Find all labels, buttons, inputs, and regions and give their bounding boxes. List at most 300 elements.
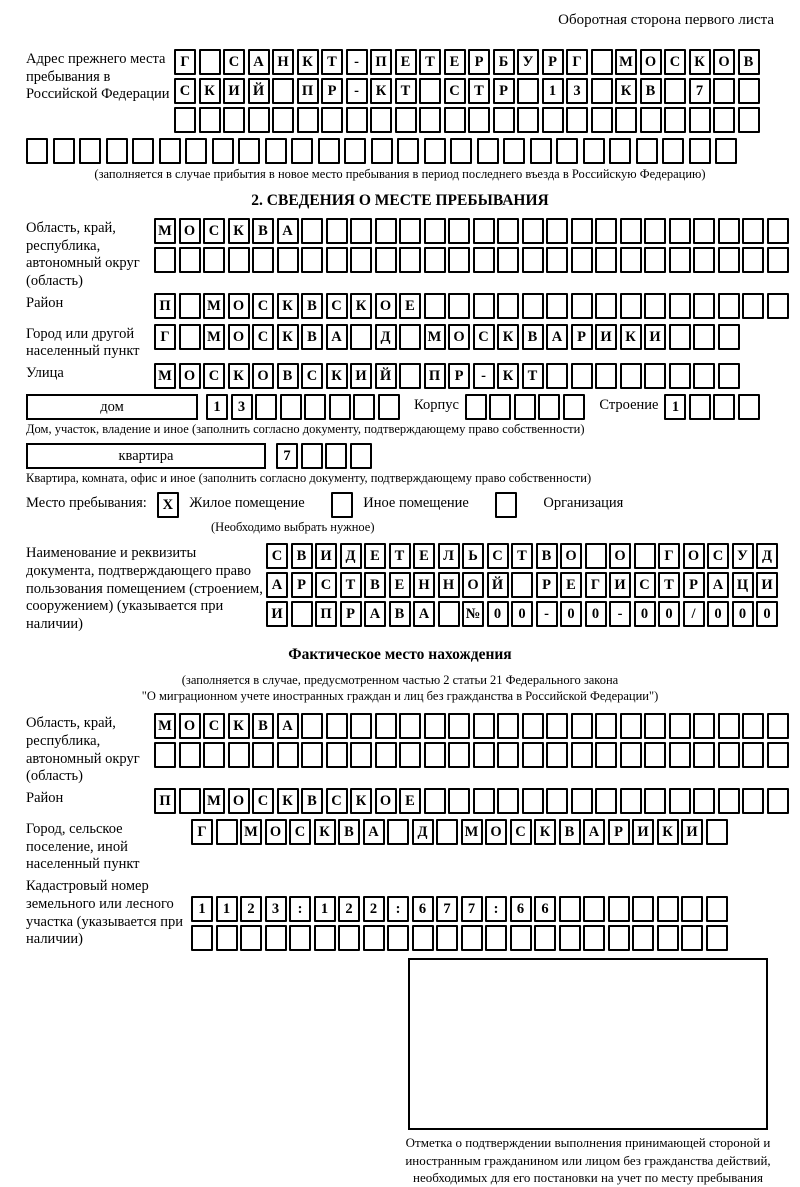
char-box[interactable]: А bbox=[413, 601, 435, 627]
char-box[interactable]: М bbox=[203, 293, 225, 319]
char-box[interactable]: С bbox=[315, 572, 337, 598]
char-box[interactable]: М bbox=[461, 819, 483, 845]
char-box[interactable]: Т bbox=[395, 78, 417, 104]
char-box[interactable]: 0 bbox=[585, 601, 607, 627]
char-box[interactable] bbox=[595, 788, 617, 814]
char-box[interactable] bbox=[640, 107, 662, 133]
char-box[interactable]: К bbox=[228, 713, 250, 739]
char-box[interactable] bbox=[375, 247, 397, 273]
char-box[interactable] bbox=[662, 138, 684, 164]
char-box[interactable] bbox=[669, 218, 691, 244]
char-box[interactable] bbox=[424, 788, 446, 814]
char-box[interactable] bbox=[346, 107, 368, 133]
char-box[interactable] bbox=[497, 742, 519, 768]
char-box[interactable]: А bbox=[326, 324, 348, 350]
char-box[interactable] bbox=[693, 218, 715, 244]
char-box[interactable] bbox=[522, 218, 544, 244]
char-box[interactable]: К bbox=[228, 363, 250, 389]
char-box[interactable] bbox=[154, 742, 176, 768]
char-box[interactable] bbox=[461, 925, 483, 951]
char-box[interactable] bbox=[546, 713, 568, 739]
checkbox-organization[interactable] bbox=[495, 492, 517, 518]
char-box[interactable] bbox=[546, 247, 568, 273]
char-box[interactable]: В bbox=[338, 819, 360, 845]
char-box[interactable] bbox=[212, 138, 234, 164]
char-box[interactable]: Р bbox=[340, 601, 362, 627]
char-box[interactable] bbox=[522, 713, 544, 739]
char-box[interactable] bbox=[277, 742, 299, 768]
char-box[interactable] bbox=[185, 138, 207, 164]
char-box[interactable]: Ц bbox=[732, 572, 754, 598]
checkbox-residential[interactable]: X bbox=[157, 492, 179, 518]
char-box[interactable] bbox=[473, 247, 495, 273]
char-box[interactable] bbox=[473, 788, 495, 814]
char-box[interactable] bbox=[179, 247, 201, 273]
char-box[interactable]: О bbox=[485, 819, 507, 845]
char-box[interactable]: С bbox=[252, 324, 274, 350]
char-box[interactable] bbox=[693, 742, 715, 768]
char-box[interactable] bbox=[620, 247, 642, 273]
char-box[interactable]: Н bbox=[272, 49, 294, 75]
char-box[interactable] bbox=[350, 324, 372, 350]
char-box[interactable] bbox=[546, 293, 568, 319]
char-box[interactable] bbox=[448, 788, 470, 814]
char-box[interactable]: 2 bbox=[363, 896, 385, 922]
char-box[interactable]: С bbox=[707, 543, 729, 569]
char-box[interactable] bbox=[291, 601, 313, 627]
char-box[interactable]: : bbox=[387, 896, 409, 922]
char-box[interactable] bbox=[338, 925, 360, 951]
char-box[interactable] bbox=[546, 742, 568, 768]
char-box[interactable]: Т bbox=[658, 572, 680, 598]
char-box[interactable] bbox=[448, 218, 470, 244]
char-box[interactable] bbox=[644, 742, 666, 768]
char-box[interactable]: Г bbox=[174, 49, 196, 75]
char-box[interactable] bbox=[538, 394, 560, 420]
char-box[interactable]: В bbox=[277, 363, 299, 389]
char-box[interactable] bbox=[644, 247, 666, 273]
char-box[interactable]: К bbox=[326, 363, 348, 389]
char-box[interactable]: Р bbox=[468, 49, 490, 75]
char-box[interactable]: 0 bbox=[634, 601, 656, 627]
char-box[interactable] bbox=[595, 247, 617, 273]
char-box[interactable] bbox=[419, 78, 441, 104]
char-box[interactable]: С bbox=[289, 819, 311, 845]
char-box[interactable]: С bbox=[203, 363, 225, 389]
char-box[interactable]: Й bbox=[487, 572, 509, 598]
char-box[interactable] bbox=[248, 107, 270, 133]
char-box[interactable] bbox=[718, 713, 740, 739]
char-box[interactable] bbox=[154, 247, 176, 273]
char-box[interactable]: И bbox=[223, 78, 245, 104]
char-box[interactable]: Г bbox=[154, 324, 176, 350]
char-box[interactable] bbox=[693, 247, 715, 273]
char-box[interactable]: Г bbox=[585, 572, 607, 598]
char-box[interactable]: Е bbox=[399, 788, 421, 814]
char-box[interactable]: В bbox=[559, 819, 581, 845]
char-box[interactable] bbox=[669, 363, 691, 389]
char-box[interactable]: Т bbox=[389, 543, 411, 569]
char-box[interactable] bbox=[489, 394, 511, 420]
char-box[interactable]: П bbox=[370, 49, 392, 75]
char-box[interactable]: 0 bbox=[707, 601, 729, 627]
char-box[interactable]: Р bbox=[683, 572, 705, 598]
char-box[interactable]: 3 bbox=[265, 896, 287, 922]
char-box[interactable] bbox=[718, 363, 740, 389]
char-box[interactable] bbox=[530, 138, 552, 164]
char-box[interactable] bbox=[669, 247, 691, 273]
char-box[interactable] bbox=[438, 601, 460, 627]
char-box[interactable]: 7 bbox=[276, 443, 298, 469]
char-box[interactable] bbox=[497, 713, 519, 739]
char-box[interactable] bbox=[571, 742, 593, 768]
char-box[interactable]: 1 bbox=[191, 896, 213, 922]
char-box[interactable] bbox=[301, 218, 323, 244]
char-box[interactable]: 2 bbox=[338, 896, 360, 922]
char-box[interactable] bbox=[444, 107, 466, 133]
char-box[interactable]: Т bbox=[340, 572, 362, 598]
char-box[interactable]: : bbox=[289, 896, 311, 922]
char-box[interactable] bbox=[571, 788, 593, 814]
char-box[interactable]: П bbox=[154, 293, 176, 319]
char-box[interactable] bbox=[742, 788, 764, 814]
stamp-box[interactable] bbox=[408, 958, 768, 1130]
char-box[interactable] bbox=[159, 138, 181, 164]
char-box[interactable] bbox=[199, 49, 221, 75]
char-box[interactable]: Т bbox=[511, 543, 533, 569]
char-box[interactable]: К bbox=[370, 78, 392, 104]
char-box[interactable]: Р bbox=[493, 78, 515, 104]
char-box[interactable]: О bbox=[375, 788, 397, 814]
char-box[interactable] bbox=[595, 218, 617, 244]
char-box[interactable]: Е bbox=[399, 293, 421, 319]
char-box[interactable] bbox=[693, 363, 715, 389]
char-box[interactable]: Р bbox=[536, 572, 558, 598]
char-box[interactable] bbox=[517, 78, 539, 104]
char-box[interactable] bbox=[363, 925, 385, 951]
char-box[interactable]: С bbox=[634, 572, 656, 598]
char-box[interactable]: Т bbox=[468, 78, 490, 104]
char-box[interactable]: 0 bbox=[756, 601, 778, 627]
char-box[interactable] bbox=[608, 896, 630, 922]
char-box[interactable] bbox=[620, 363, 642, 389]
char-box[interactable] bbox=[546, 363, 568, 389]
char-box[interactable]: 0 bbox=[560, 601, 582, 627]
char-box[interactable]: О bbox=[462, 572, 484, 598]
char-box[interactable] bbox=[644, 218, 666, 244]
char-box[interactable] bbox=[657, 925, 679, 951]
char-box[interactable]: 0 bbox=[511, 601, 533, 627]
char-box[interactable] bbox=[252, 742, 274, 768]
char-box[interactable]: К bbox=[497, 363, 519, 389]
char-box[interactable]: К bbox=[657, 819, 679, 845]
char-box[interactable] bbox=[742, 742, 764, 768]
char-box[interactable]: В bbox=[389, 601, 411, 627]
char-box[interactable]: 0 bbox=[487, 601, 509, 627]
char-box[interactable]: А bbox=[266, 572, 288, 598]
char-box[interactable]: О bbox=[375, 293, 397, 319]
apartment-type-box[interactable]: квартира bbox=[26, 443, 266, 469]
char-box[interactable]: 1 bbox=[216, 896, 238, 922]
char-box[interactable]: С bbox=[487, 543, 509, 569]
char-box[interactable]: 7 bbox=[689, 78, 711, 104]
char-box[interactable] bbox=[419, 107, 441, 133]
char-box[interactable] bbox=[106, 138, 128, 164]
char-box[interactable] bbox=[424, 138, 446, 164]
char-box[interactable] bbox=[277, 247, 299, 273]
char-box[interactable]: В bbox=[291, 543, 313, 569]
char-box[interactable] bbox=[301, 443, 323, 469]
char-box[interactable]: К bbox=[534, 819, 556, 845]
char-box[interactable]: К bbox=[199, 78, 221, 104]
char-box[interactable] bbox=[522, 742, 544, 768]
char-box[interactable]: А bbox=[248, 49, 270, 75]
char-box[interactable] bbox=[424, 742, 446, 768]
char-box[interactable] bbox=[571, 363, 593, 389]
char-box[interactable]: 1 bbox=[542, 78, 564, 104]
char-box[interactable]: М bbox=[154, 218, 176, 244]
char-box[interactable]: С bbox=[473, 324, 495, 350]
char-box[interactable]: П bbox=[424, 363, 446, 389]
char-box[interactable] bbox=[179, 324, 201, 350]
char-box[interactable] bbox=[571, 293, 593, 319]
char-box[interactable] bbox=[272, 78, 294, 104]
char-box[interactable] bbox=[718, 742, 740, 768]
char-box[interactable]: С bbox=[266, 543, 288, 569]
char-box[interactable] bbox=[473, 218, 495, 244]
char-box[interactable]: С bbox=[252, 293, 274, 319]
char-box[interactable]: К bbox=[350, 788, 372, 814]
char-box[interactable] bbox=[314, 925, 336, 951]
char-box[interactable]: С bbox=[664, 49, 686, 75]
char-box[interactable] bbox=[634, 543, 656, 569]
char-box[interactable]: 6 bbox=[534, 896, 556, 922]
char-box[interactable] bbox=[718, 293, 740, 319]
char-box[interactable]: О bbox=[640, 49, 662, 75]
char-box[interactable] bbox=[503, 138, 525, 164]
char-box[interactable] bbox=[767, 742, 789, 768]
char-box[interactable] bbox=[350, 443, 372, 469]
char-box[interactable] bbox=[238, 138, 260, 164]
char-box[interactable] bbox=[689, 394, 711, 420]
char-box[interactable]: 1 bbox=[206, 394, 228, 420]
char-box[interactable]: У bbox=[732, 543, 754, 569]
char-box[interactable] bbox=[399, 247, 421, 273]
char-box[interactable] bbox=[571, 247, 593, 273]
char-box[interactable] bbox=[371, 138, 393, 164]
char-box[interactable]: Е bbox=[389, 572, 411, 598]
char-box[interactable] bbox=[203, 247, 225, 273]
char-box[interactable]: 1 bbox=[664, 394, 686, 420]
char-box[interactable] bbox=[620, 218, 642, 244]
char-box[interactable] bbox=[563, 394, 585, 420]
char-box[interactable] bbox=[473, 742, 495, 768]
char-box[interactable]: О bbox=[228, 324, 250, 350]
char-box[interactable] bbox=[199, 107, 221, 133]
char-box[interactable] bbox=[657, 896, 679, 922]
char-box[interactable]: - bbox=[536, 601, 558, 627]
char-box[interactable] bbox=[132, 138, 154, 164]
char-box[interactable] bbox=[620, 788, 642, 814]
char-box[interactable]: Е bbox=[364, 543, 386, 569]
char-box[interactable]: У bbox=[517, 49, 539, 75]
char-box[interactable] bbox=[468, 107, 490, 133]
char-box[interactable] bbox=[326, 713, 348, 739]
char-box[interactable]: В bbox=[301, 293, 323, 319]
char-box[interactable]: И bbox=[756, 572, 778, 598]
char-box[interactable] bbox=[375, 218, 397, 244]
char-box[interactable] bbox=[321, 107, 343, 133]
char-box[interactable] bbox=[326, 742, 348, 768]
char-box[interactable]: Р bbox=[571, 324, 593, 350]
char-box[interactable]: Т bbox=[522, 363, 544, 389]
char-box[interactable] bbox=[706, 925, 728, 951]
char-box[interactable] bbox=[216, 925, 238, 951]
char-box[interactable] bbox=[583, 925, 605, 951]
char-box[interactable] bbox=[693, 324, 715, 350]
char-box[interactable] bbox=[693, 788, 715, 814]
char-box[interactable] bbox=[252, 247, 274, 273]
char-box[interactable] bbox=[511, 572, 533, 598]
char-box[interactable] bbox=[517, 107, 539, 133]
char-box[interactable]: В bbox=[252, 218, 274, 244]
char-box[interactable]: 0 bbox=[732, 601, 754, 627]
char-box[interactable] bbox=[689, 138, 711, 164]
char-box[interactable] bbox=[350, 742, 372, 768]
char-box[interactable] bbox=[718, 247, 740, 273]
char-box[interactable] bbox=[304, 394, 326, 420]
char-box[interactable] bbox=[465, 394, 487, 420]
char-box[interactable] bbox=[767, 247, 789, 273]
char-box[interactable]: С bbox=[203, 713, 225, 739]
char-box[interactable] bbox=[424, 218, 446, 244]
char-box[interactable] bbox=[669, 713, 691, 739]
char-box[interactable] bbox=[522, 247, 544, 273]
char-box[interactable] bbox=[591, 107, 613, 133]
char-box[interactable] bbox=[559, 925, 581, 951]
char-box[interactable] bbox=[344, 138, 366, 164]
char-box[interactable] bbox=[738, 78, 760, 104]
char-box[interactable]: К bbox=[297, 49, 319, 75]
char-box[interactable]: С bbox=[203, 218, 225, 244]
char-box[interactable] bbox=[767, 218, 789, 244]
char-box[interactable] bbox=[534, 925, 556, 951]
char-box[interactable]: 6 bbox=[412, 896, 434, 922]
char-box[interactable] bbox=[350, 218, 372, 244]
char-box[interactable]: Т bbox=[419, 49, 441, 75]
char-box[interactable] bbox=[473, 713, 495, 739]
char-box[interactable]: С bbox=[510, 819, 532, 845]
char-box[interactable] bbox=[179, 788, 201, 814]
char-box[interactable]: Л bbox=[438, 543, 460, 569]
char-box[interactable]: О bbox=[179, 218, 201, 244]
char-box[interactable] bbox=[636, 138, 658, 164]
char-box[interactable] bbox=[608, 925, 630, 951]
char-box[interactable] bbox=[632, 925, 654, 951]
char-box[interactable] bbox=[399, 218, 421, 244]
char-box[interactable] bbox=[329, 394, 351, 420]
char-box[interactable] bbox=[399, 324, 421, 350]
char-box[interactable] bbox=[370, 107, 392, 133]
char-box[interactable] bbox=[644, 713, 666, 739]
char-box[interactable]: С bbox=[301, 363, 323, 389]
char-box[interactable]: О bbox=[683, 543, 705, 569]
char-box[interactable]: А bbox=[363, 819, 385, 845]
char-box[interactable] bbox=[378, 394, 400, 420]
char-box[interactable] bbox=[706, 896, 728, 922]
char-box[interactable]: С bbox=[326, 788, 348, 814]
char-box[interactable] bbox=[397, 138, 419, 164]
char-box[interactable] bbox=[738, 107, 760, 133]
char-box[interactable] bbox=[297, 107, 319, 133]
char-box[interactable] bbox=[280, 394, 302, 420]
char-box[interactable]: М bbox=[154, 363, 176, 389]
char-box[interactable] bbox=[301, 247, 323, 273]
char-box[interactable] bbox=[546, 218, 568, 244]
char-box[interactable] bbox=[681, 925, 703, 951]
char-box[interactable] bbox=[566, 107, 588, 133]
char-box[interactable] bbox=[26, 138, 48, 164]
char-box[interactable] bbox=[620, 713, 642, 739]
char-box[interactable]: Д bbox=[412, 819, 434, 845]
char-box[interactable] bbox=[223, 107, 245, 133]
char-box[interactable] bbox=[585, 543, 607, 569]
char-box[interactable] bbox=[191, 925, 213, 951]
char-box[interactable]: П bbox=[297, 78, 319, 104]
char-box[interactable]: 1 bbox=[314, 896, 336, 922]
char-box[interactable]: Р bbox=[291, 572, 313, 598]
char-box[interactable]: Р bbox=[542, 49, 564, 75]
char-box[interactable]: Р bbox=[608, 819, 630, 845]
char-box[interactable] bbox=[620, 293, 642, 319]
char-box[interactable]: П bbox=[154, 788, 176, 814]
char-box[interactable]: С bbox=[326, 293, 348, 319]
char-box[interactable]: Г bbox=[191, 819, 213, 845]
char-box[interactable]: О bbox=[228, 788, 250, 814]
char-box[interactable]: К bbox=[615, 78, 637, 104]
char-box[interactable] bbox=[742, 218, 764, 244]
char-box[interactable]: 3 bbox=[566, 78, 588, 104]
char-box[interactable]: В bbox=[301, 324, 323, 350]
char-box[interactable]: А bbox=[546, 324, 568, 350]
char-box[interactable]: Й bbox=[375, 363, 397, 389]
char-box[interactable]: Б bbox=[493, 49, 515, 75]
char-box[interactable] bbox=[742, 247, 764, 273]
checkbox-other-premises[interactable] bbox=[331, 492, 353, 518]
char-box[interactable]: О bbox=[179, 363, 201, 389]
char-box[interactable] bbox=[609, 138, 631, 164]
char-box[interactable]: К bbox=[497, 324, 519, 350]
char-box[interactable]: М bbox=[424, 324, 446, 350]
char-box[interactable]: 3 bbox=[231, 394, 253, 420]
char-box[interactable]: Д bbox=[375, 324, 397, 350]
char-box[interactable] bbox=[546, 788, 568, 814]
char-box[interactable] bbox=[742, 293, 764, 319]
char-box[interactable]: К bbox=[277, 788, 299, 814]
char-box[interactable] bbox=[216, 819, 238, 845]
char-box[interactable] bbox=[706, 819, 728, 845]
char-box[interactable] bbox=[713, 107, 735, 133]
char-box[interactable]: - bbox=[473, 363, 495, 389]
char-box[interactable]: К bbox=[314, 819, 336, 845]
char-box[interactable]: В bbox=[522, 324, 544, 350]
char-box[interactable] bbox=[448, 293, 470, 319]
char-box[interactable]: Р bbox=[448, 363, 470, 389]
char-box[interactable] bbox=[174, 107, 196, 133]
char-box[interactable]: К bbox=[228, 218, 250, 244]
house-type-box[interactable]: дом bbox=[26, 394, 198, 420]
char-box[interactable] bbox=[203, 742, 225, 768]
